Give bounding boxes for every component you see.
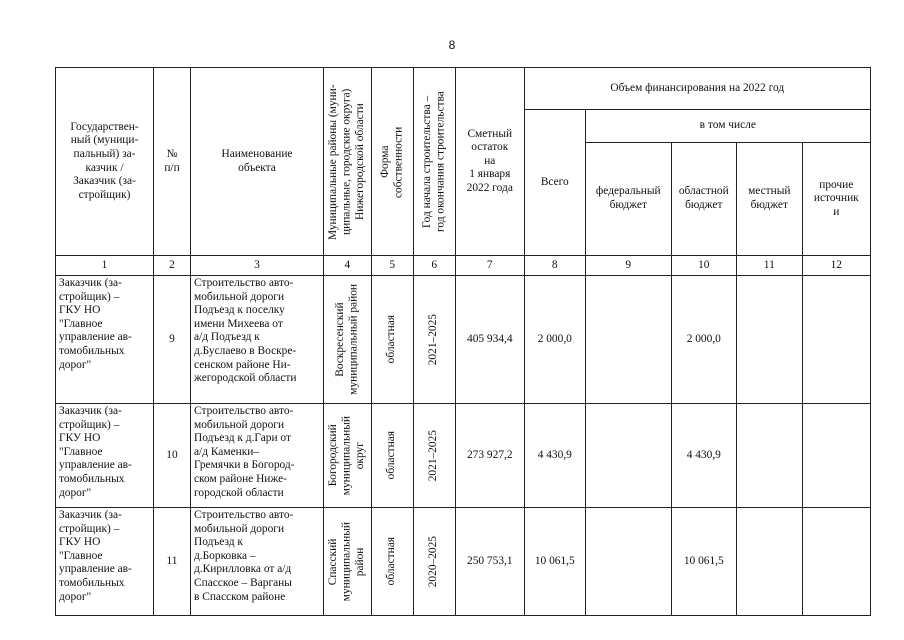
header-regional: областной бюджет [671, 143, 736, 256]
header-num: № п/п [154, 68, 191, 256]
header-years: Год начала строительства – год окончания строительства [420, 91, 447, 232]
row-estimate: 405 934,4 [455, 276, 524, 404]
row-total: 10 061,5 [524, 508, 585, 616]
row-num: 9 [154, 276, 191, 404]
column-number: 3 [191, 256, 324, 276]
row-local [736, 508, 802, 616]
row-other [802, 508, 870, 616]
row-name: Строительство авто- мобильной дороги Подъезд к поселку имени Михеева от а/д Подъезд к д.Буслаево в Воскре- сенском районе Ни- жегородской области [191, 276, 324, 404]
row-federal [585, 276, 671, 404]
row-years: 2021–2025 [427, 313, 440, 366]
row-customer: Заказчик (за- стройщик) – ГКУ НО "Главное управление ав- томобильных дорог" [56, 404, 154, 508]
row-ownership: областная [385, 431, 398, 480]
row-name: Строительство авто- мобильной дороги Подъезд к д.Борковка – д.Кирилловка от а/д Спасское – Варганы в Спасском районе [191, 508, 324, 616]
row-regional: 4 430,9 [671, 404, 736, 508]
table-row [56, 276, 871, 404]
row-total: 2 000,0 [524, 276, 585, 404]
header-ownership-cell [371, 68, 413, 256]
financing-table [55, 67, 871, 616]
header-name: Наименование объекта [191, 68, 324, 256]
row-ownership: областная [385, 315, 398, 364]
row-num: 10 [154, 404, 191, 508]
header-federal: федеральный бюджет [585, 143, 671, 256]
header-other: прочие источник и [802, 143, 870, 256]
header-total: Всего [524, 110, 585, 256]
column-number: 10 [671, 256, 736, 276]
row-ownership-cell [371, 404, 413, 508]
row-district: Воскресенский муниципальный район [333, 284, 360, 395]
header-local: местный бюджет [736, 143, 802, 256]
row-district-cell [324, 404, 372, 508]
header-ownership: Форма собственности [378, 125, 405, 198]
column-number: 5 [371, 256, 413, 276]
row-district: Спасский муниципальный район [327, 521, 367, 602]
column-number: 2 [154, 256, 191, 276]
row-other [802, 404, 870, 508]
row-federal [585, 508, 671, 616]
row-years-cell [413, 404, 455, 508]
header-funding: Объем финансирования на 2022 год [524, 68, 870, 110]
row-local [736, 404, 802, 508]
column-number: 9 [585, 256, 671, 276]
row-num: 11 [154, 508, 191, 616]
row-customer: Заказчик (за- стройщик) – ГКУ НО "Главное управление ав- томобильных дорог" [56, 508, 154, 616]
row-district: Богородский муниципальный округ [327, 415, 367, 496]
header-customer: Государствен- ный (муници- пальный) за- казчик / Заказчик (за- стройщик) [56, 68, 154, 256]
table-row [56, 508, 871, 616]
header-estimate: Сметный остаток на 1 января 2022 года [455, 68, 524, 256]
row-customer: Заказчик (за- стройщик) – ГКУ НО "Главное управление ав- томобильных дорог" [56, 276, 154, 404]
header-including: в том числе [585, 110, 870, 143]
row-years-cell [413, 508, 455, 616]
column-number: 7 [455, 256, 524, 276]
header-districts-cell [324, 68, 372, 256]
column-numbers-row [56, 256, 871, 276]
column-number: 12 [802, 256, 870, 276]
row-district-cell [324, 276, 372, 404]
row-years: 2020–2025 [427, 535, 440, 588]
row-ownership: областная [385, 537, 398, 586]
row-local [736, 276, 802, 404]
page-number: 8 [448, 38, 456, 52]
row-ownership-cell [371, 276, 413, 404]
row-estimate: 250 753,1 [455, 508, 524, 616]
column-number: 4 [324, 256, 372, 276]
header-years-cell [413, 68, 455, 256]
row-years-cell [413, 276, 455, 404]
column-number: 1 [56, 256, 154, 276]
row-estimate: 273 927,2 [455, 404, 524, 508]
row-name: Строительство авто- мобильной дороги Подъезд к д.Гари от а/д Каменки– Гремячки в Богород- ском районе Ниже- городской области [191, 404, 324, 508]
row-federal [585, 404, 671, 508]
table-row [56, 404, 871, 508]
column-number: 11 [736, 256, 802, 276]
row-years: 2021–2025 [427, 429, 440, 482]
row-district-cell [324, 508, 372, 616]
row-other [802, 276, 870, 404]
row-ownership-cell [371, 508, 413, 616]
header-districts: Муниципальные районы (муни- ципальные, городские округа) Нижегородской области [327, 83, 367, 240]
column-number: 8 [524, 256, 585, 276]
column-number: 6 [413, 256, 455, 276]
row-regional: 2 000,0 [671, 276, 736, 404]
row-total: 4 430,9 [524, 404, 585, 508]
row-regional: 10 061,5 [671, 508, 736, 616]
